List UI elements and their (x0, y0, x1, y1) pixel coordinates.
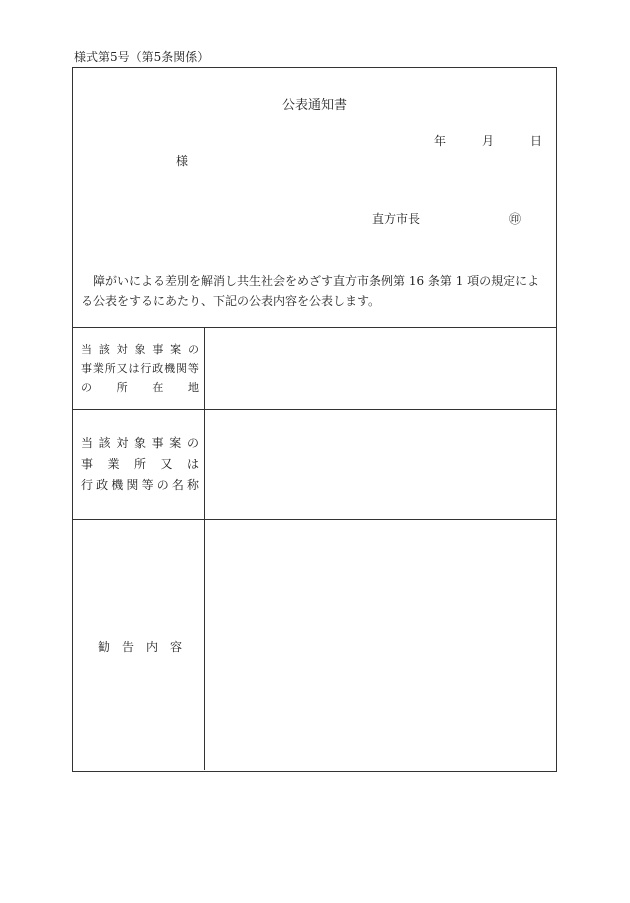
facility-name-value-field[interactable] (205, 410, 556, 519)
seal-mark: ㊞ (509, 212, 522, 226)
label-line: 当 該 対 象 事 案 の (81, 343, 199, 356)
location-value-field[interactable] (205, 328, 556, 409)
label-line: の 所 在 地 (81, 381, 199, 394)
form-number: 様式第5号（第5条関係） (74, 50, 210, 64)
date-month-label: 月 (482, 134, 495, 148)
label-line: 事 業 所 又 は (81, 457, 199, 471)
label-line: 当 該 対 象 事 案 の (81, 436, 199, 450)
label-line: 事 業 所 又 は 行 政 機 関 等 (81, 362, 199, 375)
facility-name-label (81, 434, 199, 497)
recommendation-content-label (98, 638, 182, 655)
date-day-label: 日 (530, 134, 543, 148)
recommendation-content-value-field[interactable] (205, 520, 556, 770)
notice-body-text: 障がいによる差別を解消し共生社会をめざす直方市条例第 16 条第 1 項の規定による公表をするにあたり、下記の公表内容を公表します。 (81, 274, 540, 308)
date-year-label: 年 (434, 134, 447, 148)
label-line: 行 政 機 関 等 の 名 称 (81, 478, 199, 492)
document-title: 公表通知書 (281, 98, 347, 113)
addressee-suffix: 様 (176, 154, 189, 168)
location-label (81, 341, 199, 398)
label-line: 勧 告 内 容 (98, 640, 182, 654)
issuer-title: 直方市長 (372, 212, 421, 226)
notice-form (72, 67, 557, 772)
